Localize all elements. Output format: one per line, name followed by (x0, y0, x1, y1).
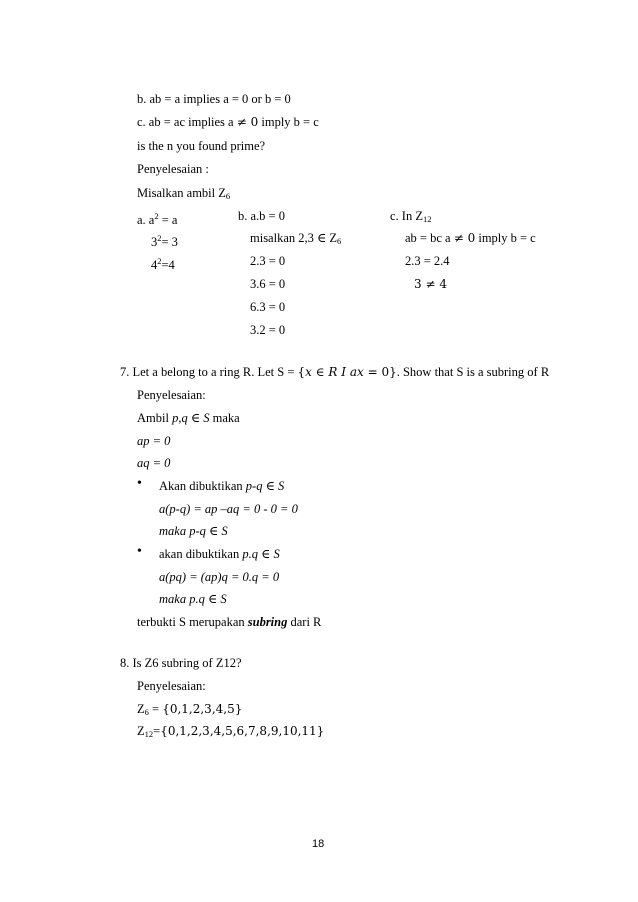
bullet-icon: • (137, 544, 142, 559)
q7-bullet1-line2: maka p-q ∈ S (159, 524, 228, 538)
col-a-row1: $3^2= 3$ (151, 233, 178, 249)
col-c-row2: 2.3 = 2.4 (405, 254, 450, 268)
q7-bullet1: Akan dibuktikan p-q ∈ S (159, 479, 285, 493)
item-b-statement: b. ab = a implies a = 0 or b = 0 (137, 92, 291, 106)
q7-bullet1-line1: a(p-q) = ap –aq = 0 - 0 = 0 (159, 502, 298, 516)
page-number: 18 (312, 838, 325, 850)
q7-ap: ap = 0 (137, 434, 171, 448)
prime-question: is the n you found prime? (137, 139, 266, 153)
q7-aq: aq = 0 (137, 456, 171, 470)
q8-penyelesaian: Penyelesaian: (137, 679, 206, 693)
item-c-statement: c. ab = ac implies a ≠ 0 imply b = c (137, 115, 319, 129)
col-c-row3: 3 ≠ 4 (414, 277, 447, 291)
col-b-row1: misalkan 2,3 ∈ $Z_6$ (250, 231, 342, 246)
col-b-row4: 6.3 = 0 (250, 300, 286, 314)
q8-z12-set: $Z_{12}=\{0,1,2,3,4,5,6,7,8,9,10,11\}$ (137, 724, 325, 739)
q7-penyelesaian: Penyelesaian: (137, 388, 206, 402)
col-b-row3: 3.6 = 0 (250, 277, 286, 291)
misalkan-line: Misalkan ambil $Z_6$ (137, 186, 231, 201)
col-b-row5: 3.2 = 0 (250, 323, 286, 337)
q8-z6-set: $Z_6 = \{0,1,2,3,4,5\}$ (137, 702, 243, 717)
col-b-head: b. a.b = 0 (238, 209, 285, 223)
q7-conclusion: terbukti S merupakan subring dari R (137, 615, 322, 629)
q8-statement: 8. Is Z6 subring of Z12? (120, 656, 242, 670)
q7-bullet2-line1: a(pq) = (ap)q = 0.q = 0 (159, 570, 280, 584)
q7-bullet2: akan dibuktikan p.q ∈ S (159, 547, 280, 561)
col-a-row2: $4^2=4$ (151, 256, 175, 272)
col-b-row2: 2.3 = 0 (250, 254, 286, 268)
bullet-icon: • (137, 476, 142, 491)
penyelesaian-label: Penyelesaian : (137, 162, 209, 176)
q7-statement: 7. Let a belong to a ring R. Let S = {𝑥 ∈ 𝑅 𝐼 𝑎𝑥 = 0}. Show that S is a subring of R (120, 365, 550, 379)
q7-bullet2-line2: maka p.q ∈ S (159, 592, 227, 606)
q7-ambil: Ambil p,q ∈ S maka (137, 411, 240, 425)
col-a-head: a. $a^2 = a$ (137, 211, 178, 227)
col-c-row1: ab = bc a ≠ 0 imply b = c (405, 231, 536, 245)
col-c-head: c. In $Z_{12}$ (390, 209, 432, 224)
